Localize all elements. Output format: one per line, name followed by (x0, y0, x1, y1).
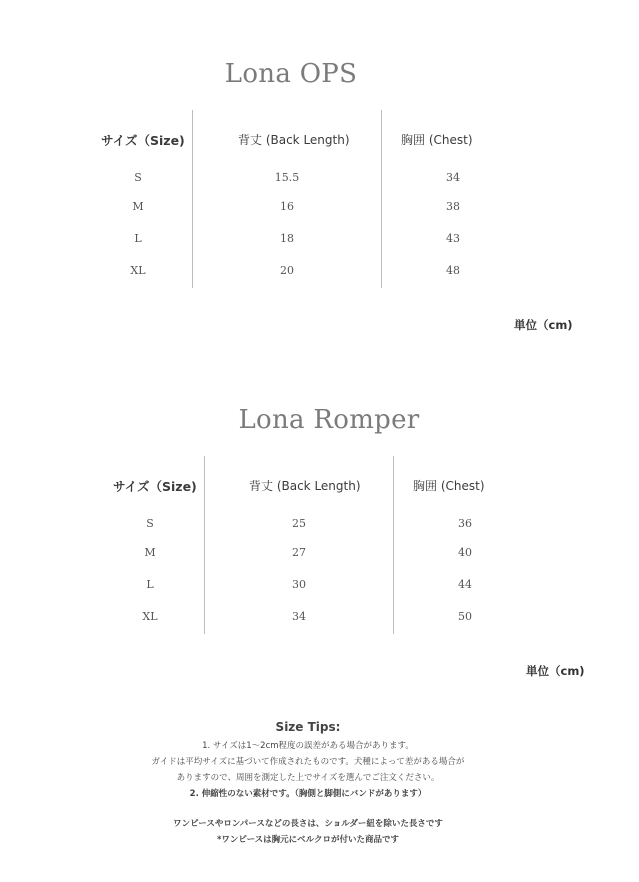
chest-cell: 36 (458, 517, 472, 530)
chest-cell: 40 (458, 546, 472, 559)
back-length-cell: 16 (280, 200, 294, 213)
tips-line: ありますので、周囲を測定した上でサイズを選んでご注文ください。 (176, 773, 440, 783)
chest-cell: 38 (446, 200, 460, 213)
back-length-cell: 34 (292, 610, 306, 623)
chest-header: 胸囲 (Chest) (401, 133, 473, 147)
size-tips (140, 720, 476, 848)
size-header: サイズ（Size) (101, 133, 185, 148)
size-cell: S (146, 517, 154, 530)
back-length-cell: 27 (292, 546, 306, 559)
size-cell: XL (130, 264, 146, 277)
tips-note: *ワンピースは胸元にベルクロが付いた商品です (216, 835, 399, 845)
chest-cell: 50 (458, 610, 472, 623)
chest-cell: 44 (458, 578, 472, 591)
table-title-ops: Lona OPS (224, 59, 358, 89)
tips-line: 2. 伸縮性のない素材です。（胸側と脚側にバンドがあります） (189, 789, 427, 799)
unit-label: 単位（cm) (514, 318, 573, 332)
back-length-cell: 20 (280, 264, 294, 277)
size-cell: M (144, 546, 156, 559)
back-length-cell: 30 (292, 578, 306, 591)
size-header: サイズ（Size) (113, 479, 197, 494)
chest-header: 胸囲 (Chest) (413, 479, 485, 493)
unit-label: 単位（cm) (526, 664, 585, 678)
size-cell: L (146, 578, 154, 591)
tips-line: ガイドは平均サイズに基づいて作成されたものです。犬種によって差がある場合が (151, 757, 465, 767)
column-divider (204, 456, 205, 634)
column-divider (393, 456, 394, 634)
tips-note: ワンピースやロンパースなどの長さは、ショルダー紐を除いた長さです (173, 819, 443, 829)
size-cell: S (134, 171, 142, 184)
tips-line: 1. サイズは1〜2cm程度の誤差がある場合があります。 (202, 741, 414, 751)
size-tips-title: Size Tips: (275, 720, 341, 734)
size-cell: L (134, 232, 142, 245)
chest-cell: 34 (446, 171, 460, 184)
size-cell: M (132, 200, 144, 213)
chest-cell: 43 (446, 232, 460, 245)
back-length-header: 背丈 (Back Length) (238, 133, 350, 147)
back-length-cell: 18 (280, 232, 294, 245)
back-length-cell: 25 (292, 517, 306, 530)
back-length-header: 背丈 (Back Length) (249, 479, 361, 493)
chest-cell: 48 (446, 264, 460, 277)
column-divider (381, 110, 382, 288)
column-divider (192, 110, 193, 288)
table-title-romper: Lona Romper (238, 405, 420, 435)
size-cell: XL (142, 610, 158, 623)
back-length-cell: 15.5 (274, 171, 300, 184)
